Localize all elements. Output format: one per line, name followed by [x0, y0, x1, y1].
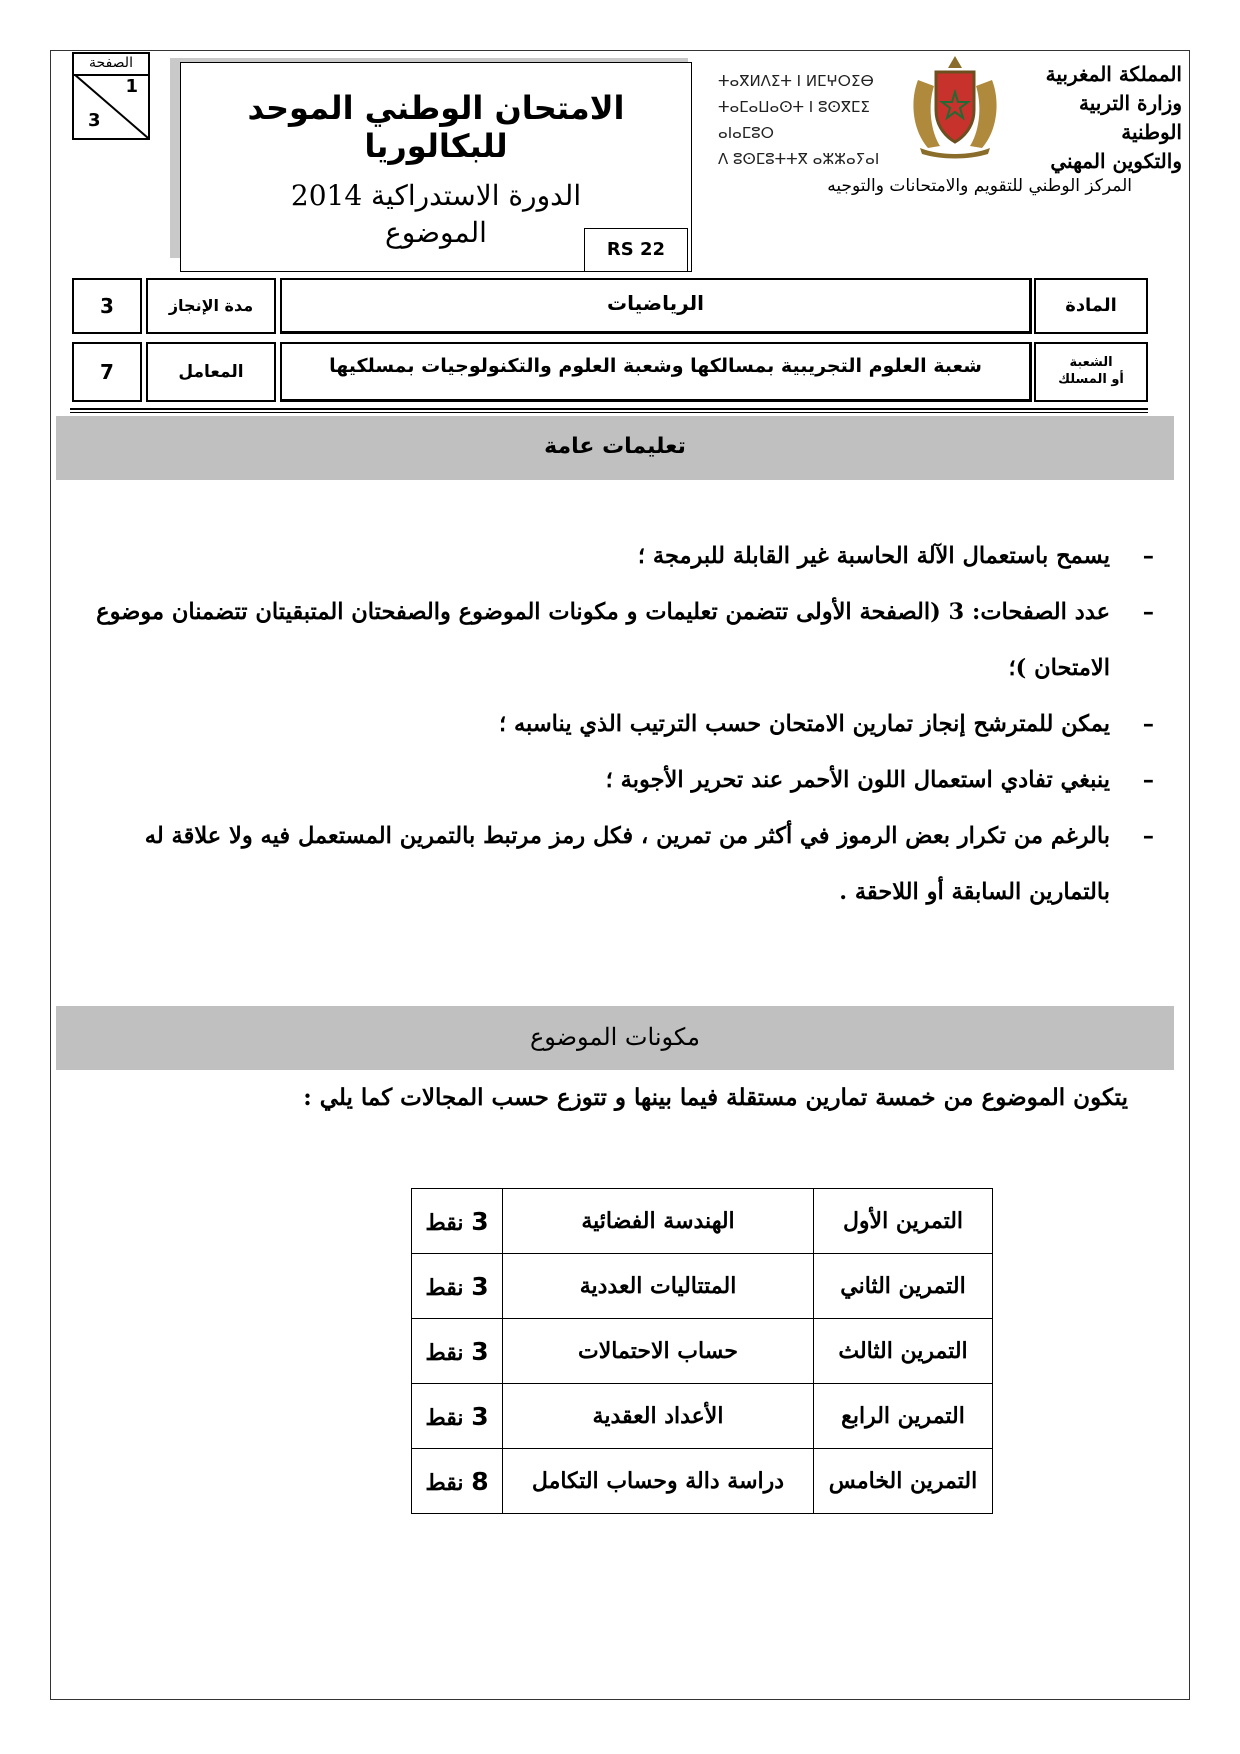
coefficient-label: المعامل — [146, 342, 276, 402]
points-value: 3 — [471, 1336, 489, 1366]
table-row — [412, 1384, 993, 1449]
components-heading: مكونات الموضوع — [56, 1006, 1174, 1070]
page-current: 1 — [125, 76, 138, 97]
exercise-name: التمرين الثاني — [814, 1254, 993, 1319]
ministry-name — [1012, 60, 1182, 176]
components-intro: يتكون الموضوع من خمسة تمارين مستقلة فيما بينها و تتوزع حسب المجالات كما يلي : — [303, 1084, 1128, 1111]
list-dash: – — [1142, 599, 1154, 625]
exercise-name: التمرين الأول — [814, 1189, 993, 1254]
exercise-points — [412, 1319, 503, 1384]
branch-label-line-1: الشعبة — [1069, 355, 1113, 370]
points-unit: نقط — [425, 1339, 464, 1366]
list-dash: – — [1142, 711, 1154, 737]
table-row — [412, 1319, 993, 1384]
exam-session: الدورة الاستدراكية 2014 — [290, 179, 582, 212]
subject-label: المادة — [1034, 278, 1148, 334]
exercise-domain: الأعداد العقدية — [503, 1384, 814, 1449]
duration-label: مدة الإنجاز — [146, 278, 276, 334]
ministry-line: والتكوين المهني — [1050, 149, 1182, 173]
points-unit: نقط — [425, 1274, 464, 1301]
branch-value: شعبة العلوم التجريبية بمسالكها وشعبة العلوم والتكنولوجيات بمسلكيها — [280, 342, 1032, 402]
exercise-domain: حساب الاحتمالات — [503, 1319, 814, 1384]
general-instructions-heading: تعليمات عامة — [56, 416, 1174, 480]
tifinagh-line: ⴷ ⵓⵙⵎⵓⵜⵜⴳ ⴰⵣⵣⴰⵢⴰⵏ — [718, 150, 880, 168]
table-row — [412, 1449, 993, 1514]
exercise-points — [412, 1449, 503, 1514]
header-divider-thin — [70, 412, 1148, 413]
instruction-item — [60, 696, 1154, 752]
evaluation-center-name: المركز الوطني للتقويم والامتحانات والتوجيه — [827, 176, 1132, 196]
exercise-domain: دراسة دالة وحساب التكامل — [503, 1449, 814, 1514]
exercise-domain: الهندسة الفضائية — [503, 1189, 814, 1254]
coefficient-value: 7 — [72, 342, 142, 402]
points-value: 3 — [471, 1206, 489, 1236]
instruction-text: ينبغي تفادي استعمال اللون الأحمر عند تحرير الأجوبة ؛ — [605, 767, 1110, 793]
instruction-text: بالرغم من تكرار بعض الرموز في أكثر من تمرين ، فكل رمز مرتبط بالتمرين المستعمل فيه ولا علاقة له بالتمارين السابقة أو اللاحقة . — [144, 823, 1110, 905]
page-counter-box — [72, 52, 150, 140]
list-dash: – — [1142, 543, 1154, 569]
points-value: 3 — [471, 1401, 489, 1431]
instruction-item — [60, 528, 1154, 584]
exercise-points — [412, 1254, 503, 1319]
list-dash: – — [1142, 823, 1154, 849]
instruction-text: يمكن للمترشح إنجاز تمارين الامتحان حسب الترتيب الذي يناسبه ؛ — [498, 711, 1110, 737]
points-value: 8 — [471, 1466, 489, 1496]
exercise-name: التمرين الخامس — [814, 1449, 993, 1514]
page-total: 3 — [88, 110, 101, 131]
list-dash: – — [1142, 767, 1154, 793]
instruction-item — [60, 808, 1154, 920]
exercise-points — [412, 1189, 503, 1254]
coat-of-arms-emblem — [900, 50, 1010, 160]
points-unit: نقط — [425, 1404, 464, 1431]
exercise-name: التمرين الرابع — [814, 1384, 993, 1449]
exam-code: RS 22 — [584, 228, 688, 272]
table-row — [412, 1254, 993, 1319]
instruction-item — [60, 752, 1154, 808]
tifinagh-ministry-name — [718, 68, 898, 172]
points-unit: نقط — [425, 1469, 464, 1496]
exam-subject-label: الموضوع — [385, 216, 487, 249]
tifinagh-line: ⵜⴰⴳⵍⴷⵉⵜ ⵏ ⵍⵎⵖⵔⵉⴱ — [718, 72, 874, 90]
duration-value: 3 — [72, 278, 142, 334]
header-divider — [70, 408, 1148, 410]
exercise-points — [412, 1384, 503, 1449]
exercise-distribution-table — [411, 1188, 993, 1514]
instructions-list — [60, 528, 1154, 920]
instruction-text: يسمح باستعمال الآلة الحاسبة غير القابلة للبرمجة ؛ — [637, 543, 1110, 569]
points-value: 3 — [471, 1271, 489, 1301]
table-row — [412, 1189, 993, 1254]
exercise-domain: المتتاليات العددية — [503, 1254, 814, 1319]
exercise-name: التمرين الثالث — [814, 1319, 993, 1384]
exam-title: الامتحان الوطني الموحد للبكالوريا — [247, 89, 625, 165]
branch-label — [1034, 342, 1148, 402]
ministry-line: المملكة المغربية — [1045, 62, 1182, 86]
tifinagh-line: ⵜⴰⵎⴰⵡⴰⵙⵜ ⵏ ⵓⵙⴳⵎⵉ ⴰⵏⴰⵎⵓⵔ — [718, 98, 870, 142]
instruction-text: عدد الصفحات: 3 (الصفحة الأولى تتضمن تعليمات و مكونات الموضوع والصفحتان المتبقيتان تتضمنان موضوع الامتحان )؛ — [96, 599, 1110, 681]
points-unit: نقط — [425, 1209, 464, 1236]
instruction-item — [60, 584, 1154, 696]
branch-label-line-2: أو المسلك — [1058, 372, 1124, 387]
page-label: الصفحة — [74, 54, 148, 76]
ministry-line: وزارة التربية الوطنية — [1078, 91, 1182, 144]
subject-value: الرياضيات — [280, 278, 1032, 334]
